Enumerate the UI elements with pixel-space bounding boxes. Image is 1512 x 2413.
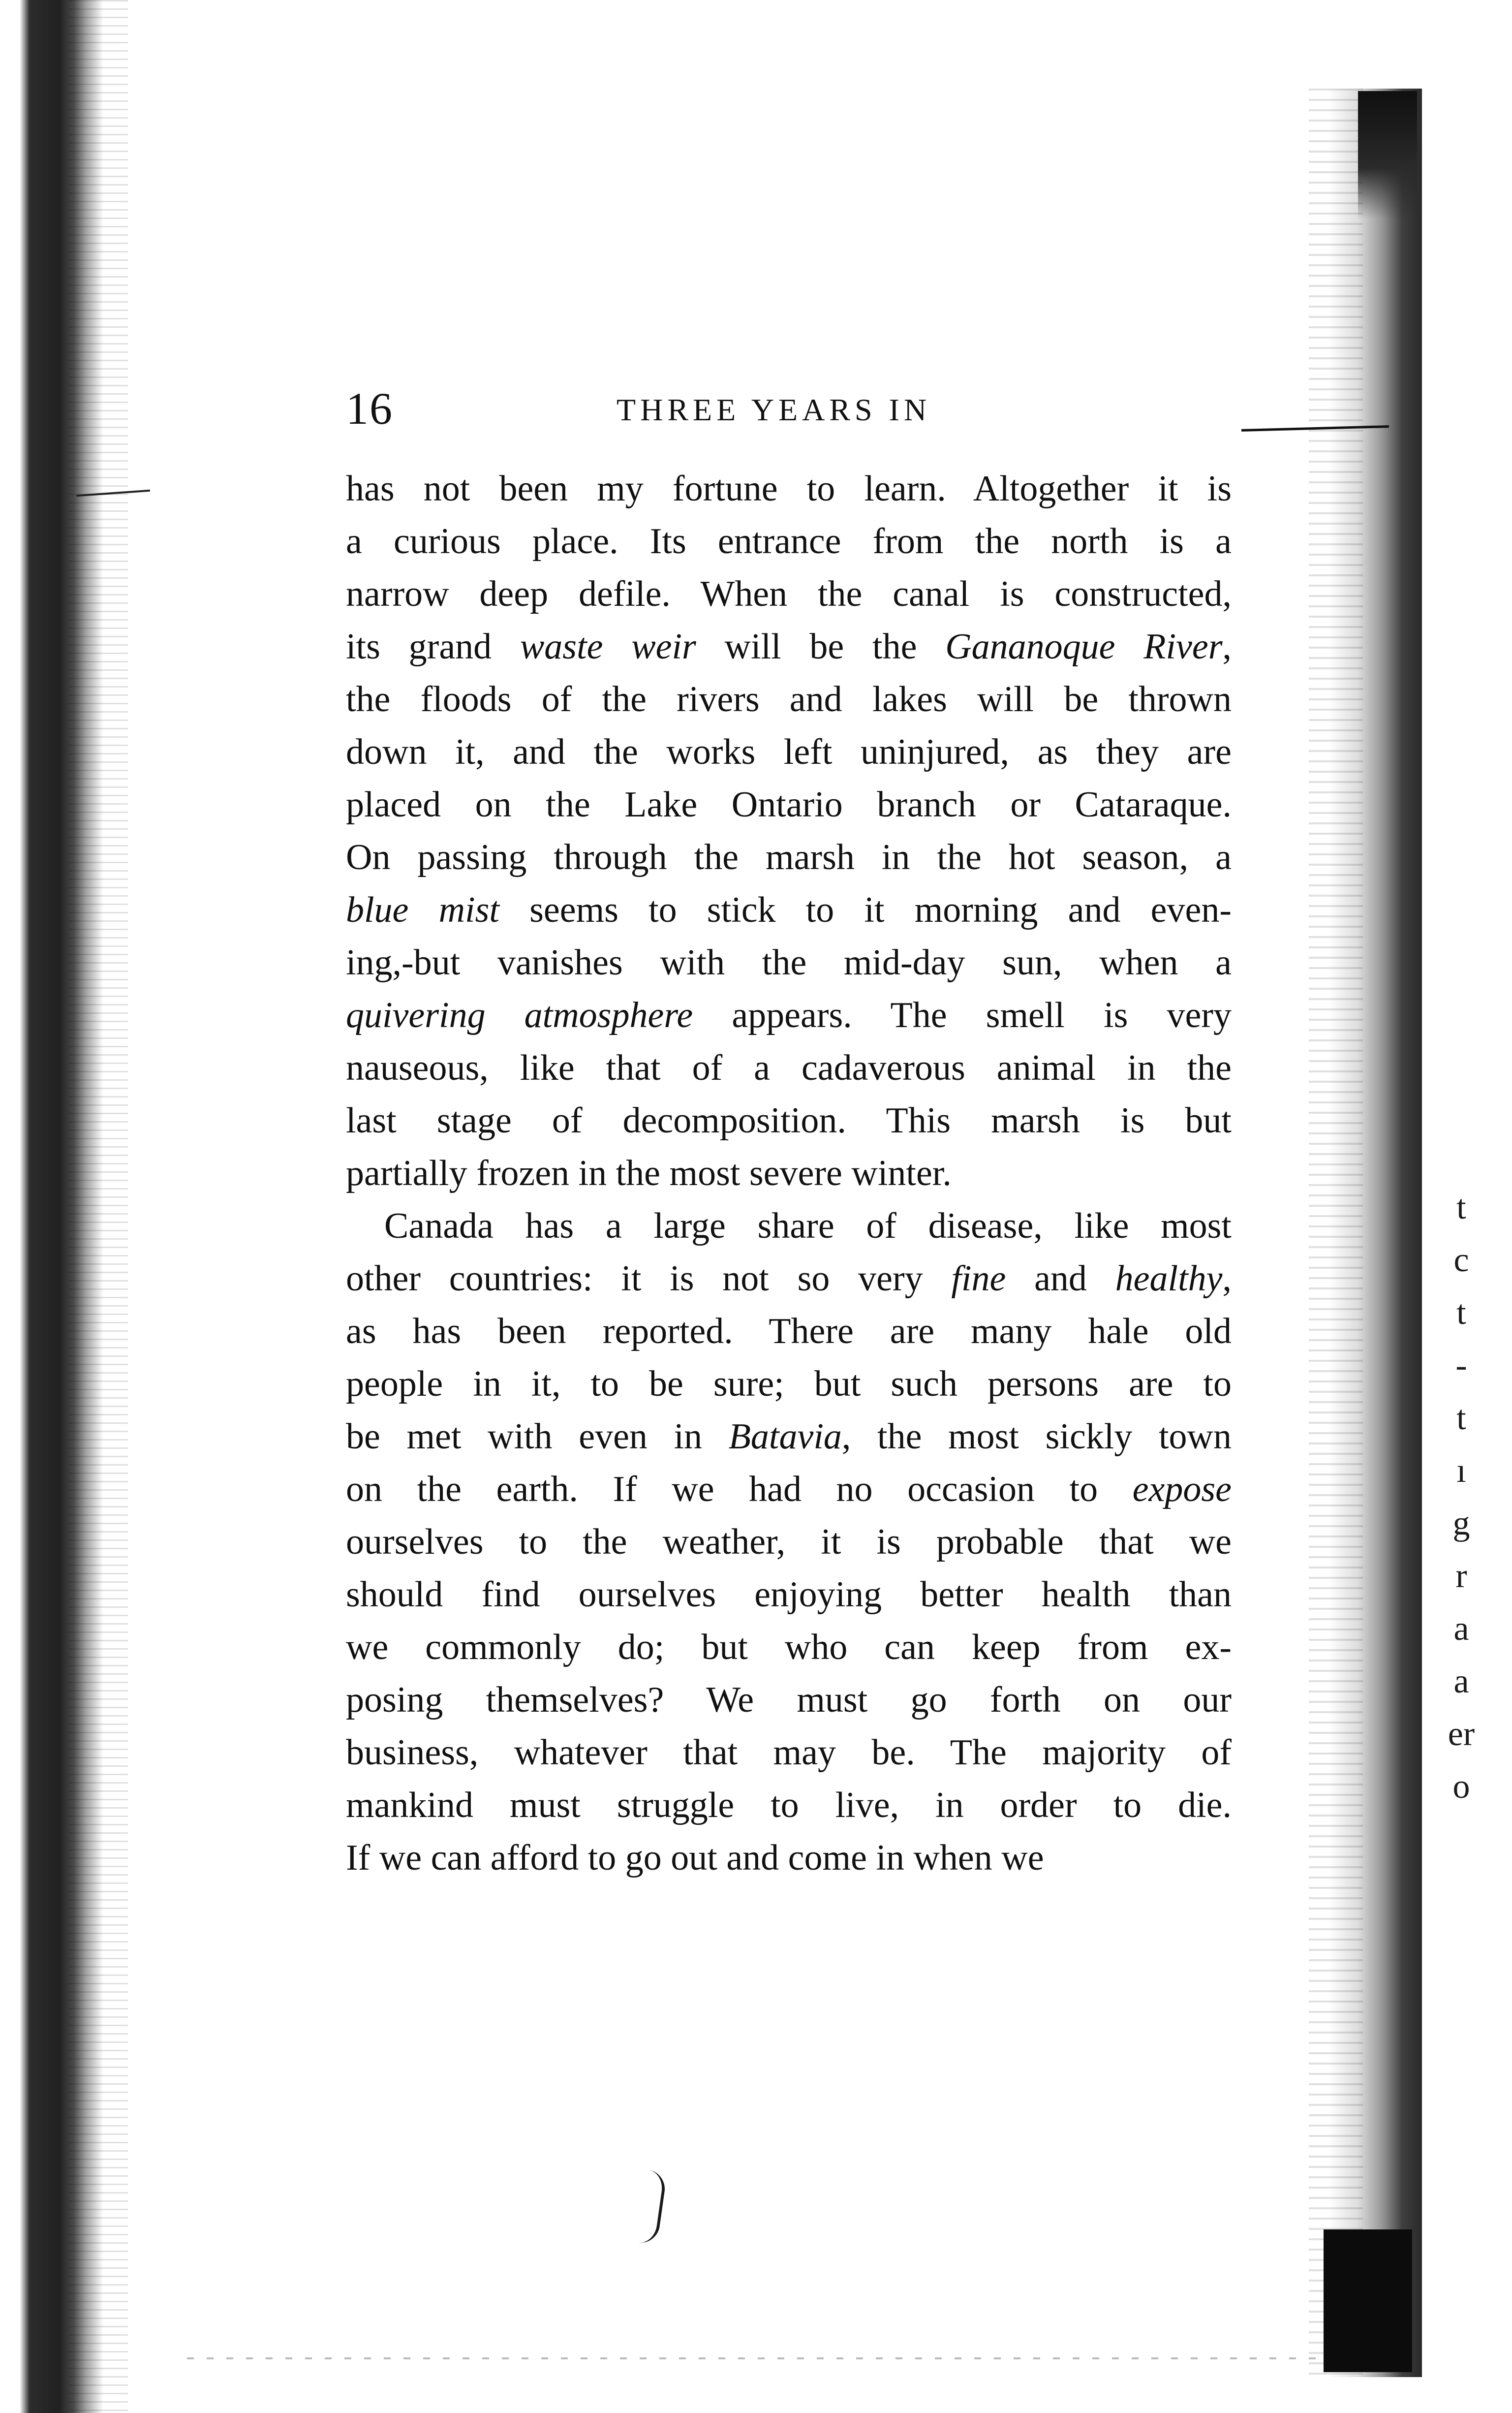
text-segment: , bbox=[1222, 627, 1232, 667]
margin-letter: ı bbox=[1456, 1452, 1466, 1490]
left-edge-speckle bbox=[69, 0, 128, 2413]
text-line: narrow deep defile. When the canal is constructed, bbox=[346, 574, 1232, 614]
text-line: has not been my fortune to learn. Altogether it is bbox=[346, 469, 1232, 509]
italic-phrase: quivering atmosphere bbox=[346, 995, 693, 1035]
text-line: as has been reported. There are many hale old bbox=[346, 1311, 1232, 1351]
text-segment: , bbox=[1222, 1258, 1232, 1299]
text-segment: , the most sickly town bbox=[841, 1416, 1232, 1457]
margin-letter: t bbox=[1456, 1399, 1466, 1437]
text-line: posing themselves? We must go forth on our bbox=[346, 1680, 1232, 1720]
text-segment: will be the bbox=[696, 627, 946, 667]
text-line: down it, and the works left uninjured, as they are bbox=[346, 732, 1232, 772]
text-line: last stage of decomposition. This marsh is but bbox=[346, 1100, 1232, 1141]
text-segment: other countries: it is not so very bbox=[346, 1258, 952, 1299]
text-line: If we can afford to go out and come in when we bbox=[346, 1838, 1044, 1878]
text-line: ing,-but vanishes with the mid-day sun, when a bbox=[346, 942, 1232, 983]
margin-letter: a bbox=[1453, 1610, 1469, 1648]
body-text bbox=[346, 463, 1232, 1884]
text-line: the floods of the rivers and lakes will be thrown bbox=[346, 679, 1232, 720]
margin-letter: r bbox=[1455, 1557, 1467, 1595]
margin-letter: t bbox=[1456, 1189, 1466, 1226]
bottom-right-shadow bbox=[1324, 2229, 1412, 2372]
text-line: mankind must struggle to live, in order to die. bbox=[346, 1785, 1232, 1825]
margin-letter: er bbox=[1448, 1715, 1475, 1753]
text-segment: on the earth. If we had no occasion to bbox=[346, 1469, 1133, 1509]
text-line: a curious place. Its entrance from the north is a bbox=[346, 521, 1232, 562]
margin-letter: g bbox=[1452, 1504, 1470, 1542]
text-segment: appears. The smell is very bbox=[693, 995, 1232, 1035]
text-line: placed on the Lake Ontario branch or Cataraque. bbox=[346, 784, 1232, 825]
text-segment: its grand bbox=[346, 627, 520, 667]
text-line bbox=[346, 1253, 1232, 1305]
page-number: 16 bbox=[346, 383, 393, 434]
bottom-scan-artifact bbox=[187, 2357, 1319, 2359]
right-edge-speckle bbox=[1309, 89, 1363, 2377]
margin-letter: - bbox=[1455, 1347, 1467, 1384]
text-line bbox=[346, 621, 1232, 673]
text-line: should find ourselves enjoying better health than bbox=[346, 1574, 1232, 1615]
italic-phrase: blue mist bbox=[346, 890, 499, 930]
text-segment: be met with even in bbox=[346, 1416, 729, 1457]
text-line: people in it, to be sure; but such persons are to bbox=[346, 1364, 1232, 1404]
running-header bbox=[346, 381, 1232, 436]
text-line bbox=[346, 1410, 1232, 1463]
scan-mark bbox=[635, 2169, 667, 2246]
margin-letter: a bbox=[1453, 1662, 1469, 1700]
italic-phrase: waste weir bbox=[520, 627, 696, 667]
running-title: THREE YEARS IN bbox=[617, 392, 931, 427]
text-line: nauseous, like that of a cadaverous animal in the bbox=[346, 1048, 1232, 1088]
text-segment: seems to stick to it morning and even- bbox=[499, 890, 1232, 930]
text-line: Canada has a large share of disease, like most bbox=[384, 1206, 1232, 1246]
italic-phrase: expose bbox=[1132, 1469, 1232, 1509]
text-line: business, whatever that may be. The majority of bbox=[346, 1732, 1232, 1773]
text-segment: and bbox=[1006, 1258, 1115, 1299]
text-line: On passing through the marsh in the hot season, a bbox=[346, 837, 1232, 877]
text-line: we commonly do; but who can keep from ex- bbox=[346, 1627, 1232, 1667]
text-line bbox=[346, 1463, 1232, 1516]
margin-letter: c bbox=[1453, 1241, 1469, 1279]
text-line bbox=[346, 884, 1232, 937]
facing-page-margin-letters bbox=[1442, 1181, 1481, 1813]
italic-phrase: fine bbox=[951, 1258, 1006, 1299]
text-line: ourselves to the weather, it is probable that we bbox=[346, 1522, 1232, 1562]
italic-phrase: Gananoque River bbox=[945, 627, 1223, 667]
text-line bbox=[346, 989, 1232, 1042]
italic-phrase: healthy bbox=[1115, 1258, 1223, 1299]
margin-letter: t bbox=[1456, 1294, 1466, 1332]
margin-letter: o bbox=[1452, 1768, 1470, 1806]
italic-phrase: Batavia bbox=[728, 1416, 842, 1457]
top-right-shadow bbox=[1358, 91, 1417, 219]
text-line: partially frozen in the most severe winter. bbox=[346, 1153, 952, 1193]
